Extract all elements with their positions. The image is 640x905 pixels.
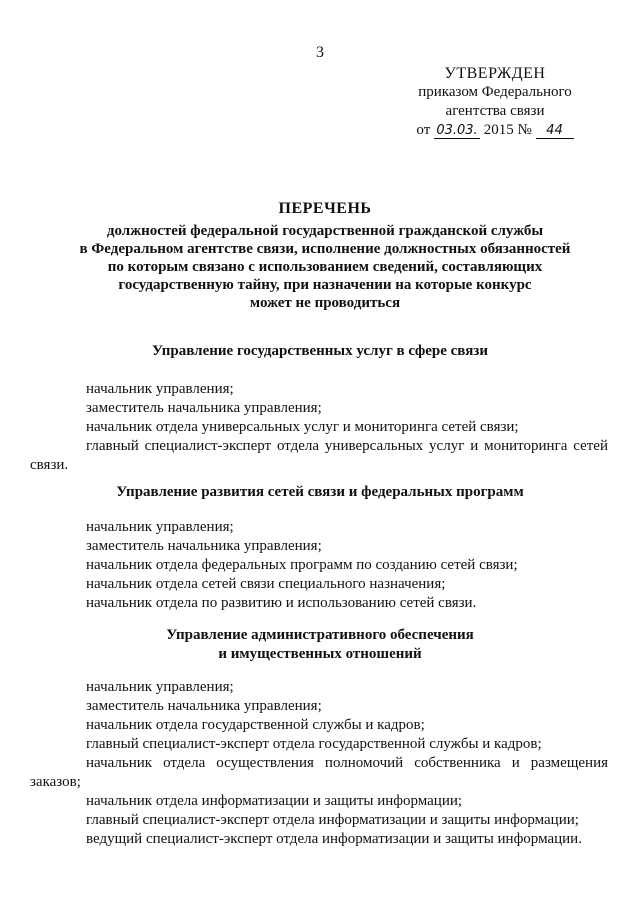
section-heading (30, 342, 610, 361)
approval-stamp (400, 64, 590, 140)
handwritten-number: 44 (536, 124, 574, 139)
order-year: 2015 (483, 122, 514, 138)
list-item: начальник отдела государственной службы и кадров; (86, 717, 425, 733)
list-item: начальник отдела информатизации и защиты информации; (86, 793, 463, 809)
title-line: должностей федеральной государственной гражданской службы (106, 223, 544, 239)
approval-order-line (400, 121, 590, 140)
document-title: ПЕРЕЧЕНЬ (278, 200, 372, 217)
title-line: государственную тайну, при назначении на которые конкурс (118, 277, 532, 293)
list-item: начальник отдела универсальных услуг и мониторинга сетей связи; (86, 419, 519, 435)
section-heading (30, 626, 610, 664)
title-line: может не проводиться (249, 295, 401, 311)
list-item: начальник управления; (86, 679, 234, 695)
position-list (30, 518, 608, 613)
list-item: ведущий специалист-эксперт отдела информатизации и защиты информации. (86, 831, 582, 847)
section-heading-line: Управление государственных услуг в сфере связи (152, 343, 488, 359)
list-item: начальник отдела по развитию и использованию сетей связи. (86, 595, 477, 611)
number-label: № (517, 122, 532, 138)
list-item: начальник управления; (86, 519, 234, 535)
list-item: заместитель начальника управления; (86, 400, 322, 416)
list-item: начальник отдела осуществления полномочий собственника и размещения заказов; (30, 755, 608, 790)
list-item: начальник управления; (86, 381, 234, 397)
list-item: начальник отдела сетей связи специального назначения; (86, 576, 446, 592)
section-heading-line: и имущественных отношений (218, 646, 422, 662)
list-item: начальник отдела федеральных программ по созданию сетей связи; (86, 557, 518, 573)
section-heading-line: Управление развития сетей связи и федеральных программ (116, 484, 524, 500)
from-label: от (416, 122, 431, 138)
list-item: заместитель начальника управления; (86, 698, 322, 714)
list-item: главный специалист-эксперт отдела универсальных услуг и мониторинга сетей связи. (30, 438, 608, 473)
list-item: главный специалист-эксперт отдела государственной службы и кадров; (86, 736, 542, 752)
title-line: в Федеральном агентстве связи, исполнение должностных обязанностей (79, 241, 571, 257)
position-list (30, 380, 608, 475)
document-title-block (40, 200, 610, 312)
position-list (30, 678, 608, 849)
section-heading-line: Управление административного обеспечения (166, 627, 474, 643)
list-item: заместитель начальника управления; (86, 538, 322, 554)
section-heading (30, 483, 610, 502)
title-line: по которым связано с использованием сведений, составляющих (107, 259, 543, 275)
handwritten-date: 03.03. (434, 124, 480, 139)
approval-line-2: агентства связи (445, 103, 545, 119)
page-number: 3 (316, 44, 324, 61)
approval-title: УТВЕРЖДЕН (444, 65, 546, 82)
approval-line-1: приказом Федерального (418, 84, 572, 100)
list-item: главный специалист-эксперт отдела информатизации и защиты информации; (86, 812, 579, 828)
